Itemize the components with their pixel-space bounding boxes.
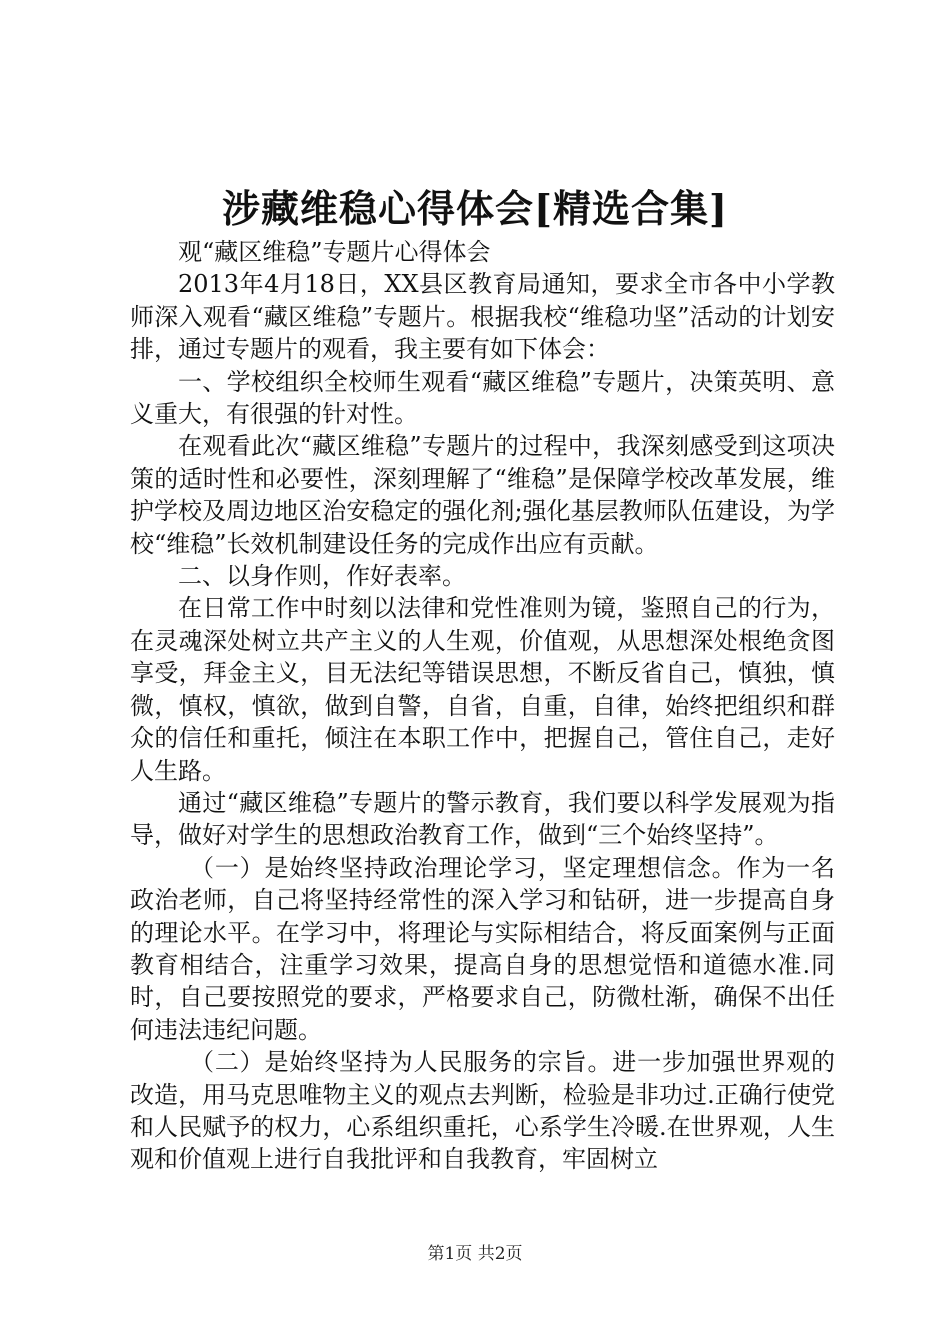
paragraph-subtitle: 观“藏区维稳”专题片心得体会 <box>178 238 491 266</box>
document-title: 涉藏维稳心得体会[精选合集] <box>222 186 728 231</box>
page-footer: 第1页 共2页 <box>427 1244 523 1264</box>
paragraph-heading-one: 一、学校组织全校师生观看“藏区维稳”专题片，决策英明、意义重大，有很强的针对性。 <box>130 367 835 429</box>
paragraph-heading-two: 二、以身作则，作好表率。 <box>178 562 466 591</box>
paragraph-point-one: （一）是始终坚持政治理论学习，坚定理想信念。作为一名政治老师，自己将坚持经常性的深入学习和钻研，进一步提高自身的理论水平。在学习中，将理论与实际相结合，将反面案例与正面教育相结合，注重学习效果，提高自身的思想觉悟和道德水准.同时，自己要按照党的要求，严格要求自己，防微杜渐，确保不出任何违法违纪问题。 <box>130 853 835 1044</box>
paragraph: 通过“藏区维稳”专题片的警示教育，我们要以科学发展观为指导，做好对学生的思想政治教育工作，做到“三个始终坚持”。 <box>130 788 835 850</box>
paragraph-point-two: （二）是始终坚持为人民服务的宗旨。进一步加强世界观的改造，用马克思唯物主义的观点去判断，检验是非功过.正确行使党和人民赋予的权力，心系组织重托，心系学生冷暖.在世界观，人生观和价值观上进行自我批评和自我教育，牢固树立 <box>130 1048 835 1174</box>
document-body <box>130 236 835 1176</box>
paragraph: 2013年4月18日，XX县区教育局通知，要求全市各中小学教师深入观看“藏区维稳”专题片。根据我校“维稳功坚”活动的计划安排，通过专题片的观看，我主要有如下体会： <box>130 270 835 364</box>
paragraph: 在观看此次“藏区维稳”专题片的过程中，我深刻感受到这项决策的适时性和必要性，深刻理解了“维稳”是保障学校改革发展，维护学校及周边地区治安稳定的强化剂;强化基层教师队伍建设，为学校“维稳”长效机制建设任务的完成作出应有贡献。 <box>130 432 835 558</box>
paragraph: 在日常工作中时刻以法律和党性准则为镜，鉴照自己的行为，在灵魂深处树立共产主义的人生观，价值观，从思想深处根绝贪图享受，拜金主义，目无法纪等错误思想，不断反省自己，慎独，慎微，慎权，慎欲，做到自警，自省，自重，自律，始终把组织和群众的信任和重托，倾注在本职工作中，把握自己，管住自己，走好人生路。 <box>130 594 835 785</box>
